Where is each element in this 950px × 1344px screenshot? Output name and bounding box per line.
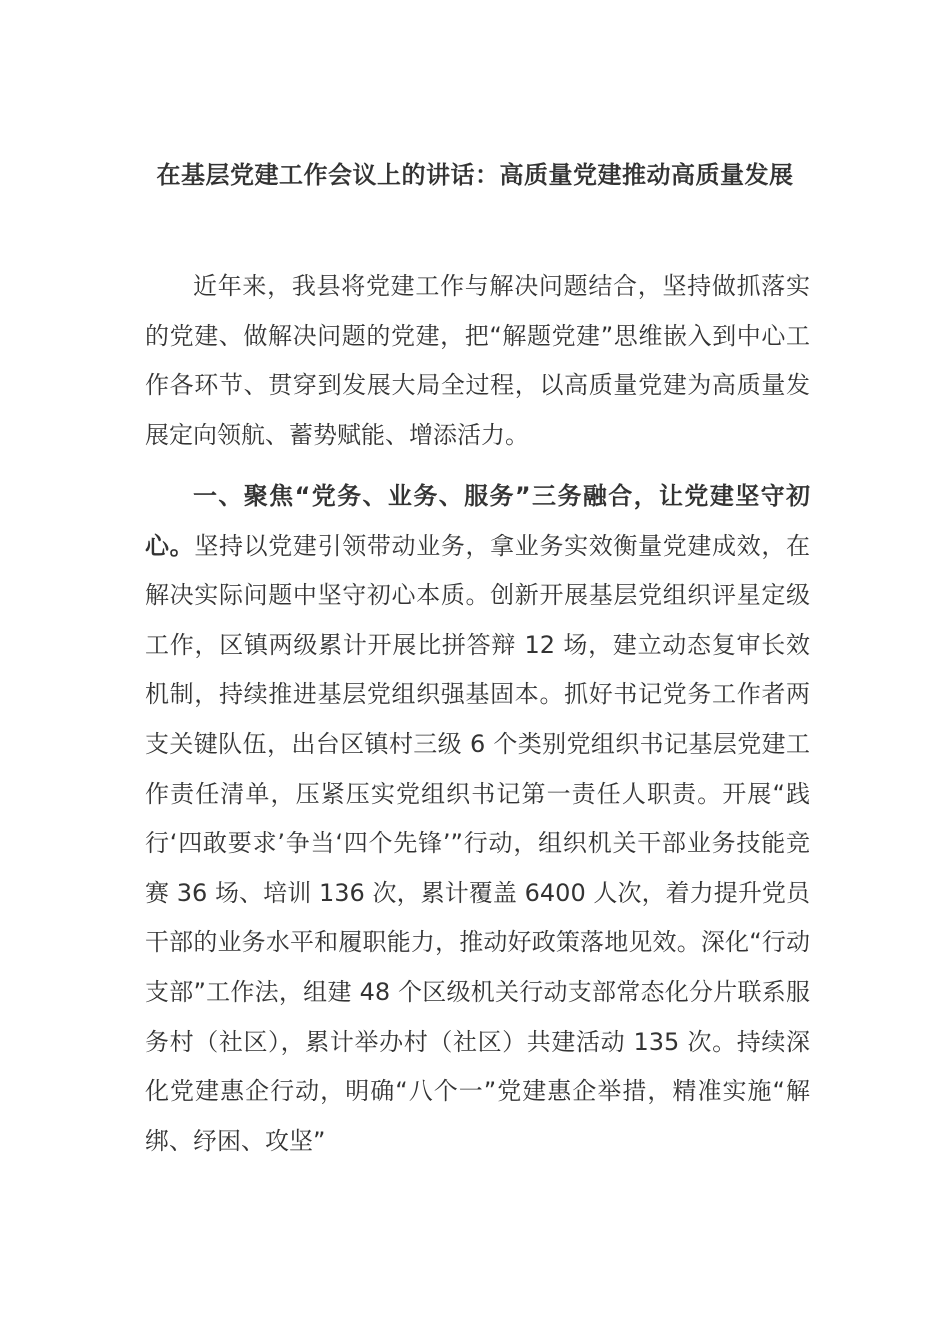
intro-paragraph [145, 262, 810, 460]
section-one-body: 坚持以党建引领带动业务，拿业务实效衡量党建成效，在解决实际问题中坚守初心本质。创新开展基层党组织评星定级工作，区镇两级累计开展比拼答辩 12 场，建立动态复审长效机制，持续推进基层党组织强基固本。抓好书记党务工作者两支关键队伍，出台区镇村三级 6 个类别党组织书记基层党建工作责任清单，压紧压实党组织书记第一责任人职责。开展“践行‘四敢要求’争当‘四个先锋’”行动，组织机关干部业务技能竞赛 36 场、培训 136 次，累计覆盖 6400 人次，着力提升党员干部的业务水平和履职能力，推动好政策落地见效。深化“行动支部”工作法，组建 48 个区级机关行动支部常态化分片联系服务村（社区），累计举办村（社区）共建活动 135 次。持续深化党建惠企行动，明确“八个一”党建惠企举措，精准实施“解绑、纾困、攻坚” [145, 531, 811, 1155]
section-one-paragraph [145, 472, 810, 1166]
document-title: 在基层党建工作会议上的讲话：高质量党建推动高质量发展 [156, 161, 794, 189]
section-one-heading: 一、聚焦“党务、业务、服务”三务融合，让党建坚守初心。 [145, 482, 810, 560]
intro-paragraph-text: 近年来，我县将党建工作与解决问题结合，坚持做抓落实的党建、做解决问题的党建，把“解题党建”思维嵌入到中心工作各环节、贯穿到发展大局全过程，以高质量党建为高质量发展定向领航、蓄势赋能、增添活力。 [145, 272, 810, 449]
